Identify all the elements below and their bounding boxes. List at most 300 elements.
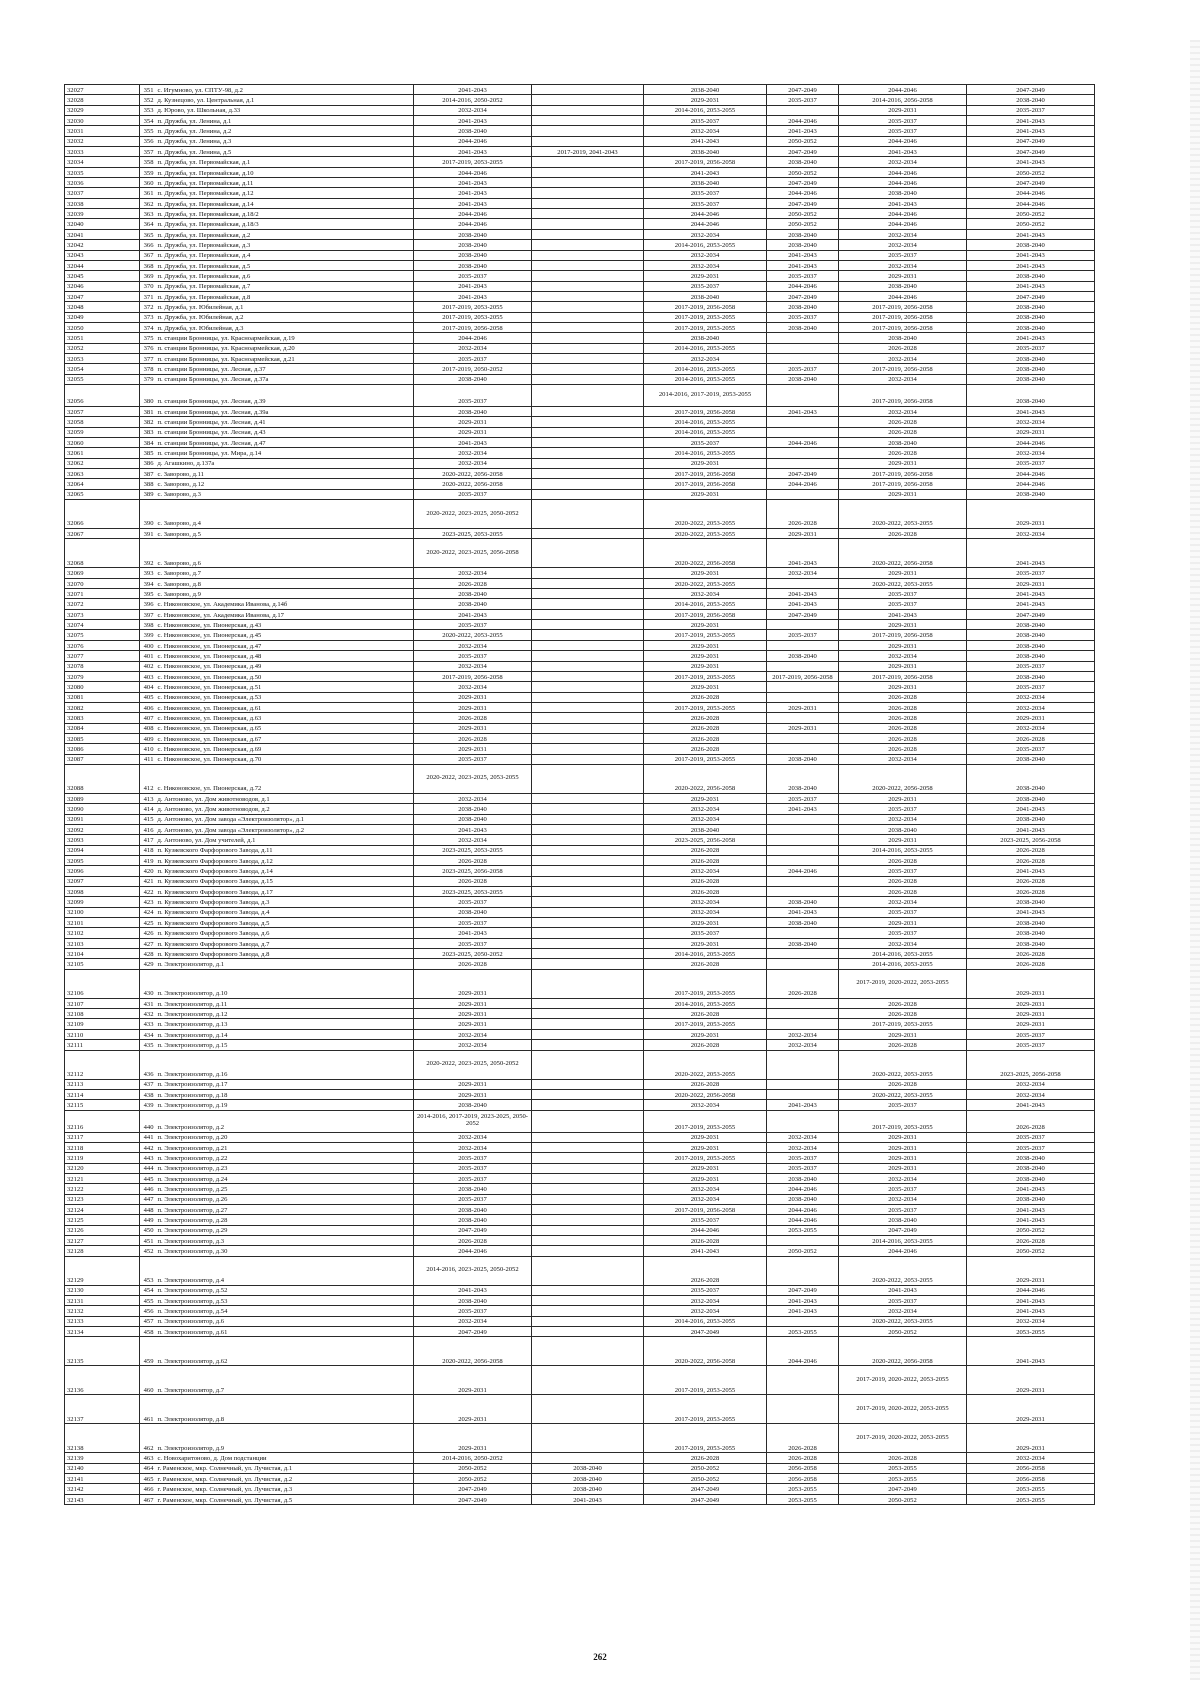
code-cell: 32037: [65, 188, 140, 198]
years-cell-5: 2029-2031: [839, 1142, 967, 1152]
years-cell-6: 2041-2043: [967, 1204, 1095, 1214]
years-cell-3: 2017-2019, 2053-2055: [644, 969, 767, 998]
years-cell-5: 2029-2031: [839, 489, 967, 499]
years-cell-6: 2038-2040: [967, 302, 1095, 312]
years-cell-6: 2038-2040: [967, 374, 1095, 384]
years-cell-3: 2026-2028: [644, 1079, 767, 1089]
years-cell-1: 2026-2028: [414, 733, 532, 743]
years-cell-1: 2029-2031: [414, 723, 532, 733]
years-cell-6: 2032-2034: [967, 417, 1095, 427]
years-cell-4: [767, 713, 839, 723]
years-cell-6: 2047-2049: [967, 85, 1095, 95]
years-cell-4: [767, 1256, 839, 1285]
years-cell-5: 2026-2028: [839, 448, 967, 458]
address-cell: п. Электроизолятор, д.9: [156, 1424, 414, 1453]
code-cell: 32090: [65, 804, 140, 814]
years-cell-3: 2038-2040: [644, 291, 767, 301]
years-cell-6: 2041-2043: [967, 260, 1095, 270]
years-cell-1: 2020-2022, 2056-2058: [414, 479, 532, 489]
address-cell: п. Дружба, ул. Первомайская, д.10: [156, 167, 414, 177]
table-row: [65, 599, 1095, 609]
years-cell-2: 2038-2040: [532, 1474, 644, 1484]
years-cell-4: 2032-2034: [767, 1040, 839, 1050]
table-row: [65, 1395, 1095, 1424]
years-cell-3: 2014-2016, 2053-2055: [644, 417, 767, 427]
years-cell-6: 2041-2043: [967, 1337, 1095, 1366]
code-cell: 32077: [65, 651, 140, 661]
number-cell: 442: [140, 1142, 156, 1152]
address-cell: с. Никоновское, ул. Пионерская, д.48: [156, 651, 414, 661]
table-row: [65, 229, 1095, 239]
table-row: [65, 907, 1095, 917]
years-cell-2: [532, 640, 644, 650]
years-cell-5: 2032-2034: [839, 374, 967, 384]
address-cell: п. станции Бронницы, ул. Лесная, д.47: [156, 438, 414, 448]
table-row: [65, 1225, 1095, 1235]
years-cell-1: 2026-2028: [414, 959, 532, 969]
code-cell: 32122: [65, 1184, 140, 1194]
years-cell-1: 2029-2031: [414, 1089, 532, 1099]
code-cell: 32056: [65, 384, 140, 406]
years-cell-4: 2038-2040: [767, 938, 839, 948]
years-cell-4: 2044-2046: [767, 866, 839, 876]
years-cell-1: 2050-2052: [414, 1463, 532, 1473]
years-cell-1: 2023-2025, 2056-2058: [414, 866, 532, 876]
years-cell-2: [532, 578, 644, 588]
code-cell: 32099: [65, 897, 140, 907]
years-cell-5: 2041-2043: [839, 147, 967, 157]
years-cell-4: [767, 998, 839, 1008]
years-cell-6: 2038-2040: [967, 312, 1095, 322]
years-cell-1: 2020-2022, 2023-2025, 2056-2058: [414, 539, 532, 568]
years-cell-4: [767, 876, 839, 886]
years-cell-6: 2029-2031: [967, 1424, 1095, 1453]
years-cell-4: 2047-2049: [767, 147, 839, 157]
years-cell-2: [532, 1337, 644, 1366]
years-cell-2: [532, 85, 644, 95]
number-cell: 453: [140, 1256, 156, 1285]
years-cell-6: 2035-2037: [967, 682, 1095, 692]
years-cell-2: [532, 907, 644, 917]
years-cell-1: 2026-2028: [414, 713, 532, 723]
address-cell: д. Антоново, ул. Дом завода «Электроизолятор», д.1: [156, 814, 414, 824]
address-cell: п. Дружба, ул. Юбилейная, д.3: [156, 322, 414, 332]
table-row: [65, 417, 1095, 427]
years-cell-6: 2038-2040: [967, 671, 1095, 681]
number-cell: 376: [140, 343, 156, 353]
years-cell-3: 2044-2046: [644, 209, 767, 219]
years-cell-5: 2038-2040: [839, 188, 967, 198]
code-cell: 32093: [65, 835, 140, 845]
code-cell: 32057: [65, 406, 140, 416]
years-cell-3: 2014-2016, 2053-2055: [644, 1316, 767, 1326]
years-cell-5: 2026-2028: [839, 998, 967, 1008]
table-row: [65, 692, 1095, 702]
years-cell-4: 2050-2052: [767, 136, 839, 146]
table-row: [65, 1153, 1095, 1163]
years-cell-1: 2047-2049: [414, 1225, 532, 1235]
years-cell-3: 2035-2037: [644, 116, 767, 126]
years-cell-1: 2020-2022, 2023-2025, 2053-2055: [414, 764, 532, 793]
code-cell: 32083: [65, 713, 140, 723]
code-cell: 32098: [65, 887, 140, 897]
number-cell: 401: [140, 651, 156, 661]
years-cell-6: 2038-2040: [967, 322, 1095, 332]
years-cell-4: [767, 887, 839, 897]
table-row: [65, 312, 1095, 322]
number-cell: 402: [140, 661, 156, 671]
table-row: [65, 804, 1095, 814]
years-cell-2: [532, 671, 644, 681]
years-cell-6: 2038-2040: [967, 918, 1095, 928]
table-row: [65, 578, 1095, 588]
number-cell: 461: [140, 1395, 156, 1424]
years-cell-5: 2032-2034: [839, 897, 967, 907]
address-cell: п. станции Бронницы, ул. Красноармейская, д.21: [156, 353, 414, 363]
number-cell: 406: [140, 702, 156, 712]
code-cell: 32039: [65, 209, 140, 219]
table-row: [65, 733, 1095, 743]
years-cell-5: 2026-2028: [839, 1040, 967, 1050]
years-cell-5: 2026-2028: [839, 733, 967, 743]
years-cell-1: 2035-2037: [414, 651, 532, 661]
number-cell: 412: [140, 764, 156, 793]
years-cell-5: 2047-2049: [839, 1225, 967, 1235]
code-cell: 32027: [65, 85, 140, 95]
table-row: [65, 1424, 1095, 1453]
years-cell-3: 2017-2019, 2056-2058: [644, 1204, 767, 1214]
years-cell-2: [532, 271, 644, 281]
address-cell: п. станции Бронницы, ул. Красноармейская, д.19: [156, 333, 414, 343]
code-cell: 32089: [65, 793, 140, 803]
years-cell-5: 2032-2034: [839, 651, 967, 661]
years-cell-5: 2044-2046: [839, 136, 967, 146]
years-cell-4: 2026-2028: [767, 1453, 839, 1463]
years-cell-3: 2026-2028: [644, 1235, 767, 1245]
years-cell-3: 2017-2019, 2056-2058: [644, 479, 767, 489]
years-cell-5: 2044-2046: [839, 219, 967, 229]
years-cell-6: 2026-2028: [967, 845, 1095, 855]
years-cell-3: 2029-2031: [644, 95, 767, 105]
address-cell: п. станции Бронницы, ул. Лесная, д.41: [156, 417, 414, 427]
years-cell-6: 2047-2049: [967, 178, 1095, 188]
address-cell: с. Заворово, д.6: [156, 539, 414, 568]
table-row: [65, 824, 1095, 834]
table-row: [65, 1215, 1095, 1225]
table-row: [65, 1235, 1095, 1245]
years-cell-3: 2035-2037: [644, 1215, 767, 1225]
years-cell-6: 2044-2046: [967, 479, 1095, 489]
number-cell: 392: [140, 539, 156, 568]
years-cell-4: [767, 640, 839, 650]
years-cell-5: 2017-2019, 2020-2022, 2053-2055: [839, 1424, 967, 1453]
years-cell-1: 2032-2034: [414, 1029, 532, 1039]
years-cell-6: 2029-2031: [967, 998, 1095, 1008]
years-cell-4: [767, 856, 839, 866]
years-cell-4: 2035-2037: [767, 95, 839, 105]
years-cell-5: 2029-2031: [839, 793, 967, 803]
years-cell-3: 2020-2022, 2053-2055: [644, 529, 767, 539]
years-cell-1: 2041-2043: [414, 178, 532, 188]
years-cell-1: 2050-2052: [414, 1474, 532, 1484]
years-cell-2: [532, 343, 644, 353]
address-cell: п. Дружба, ул. Первомайская, д.2: [156, 229, 414, 239]
years-cell-4: 2038-2040: [767, 229, 839, 239]
years-cell-3: 2032-2034: [644, 907, 767, 917]
years-cell-6: 2056-2058: [967, 1463, 1095, 1473]
number-cell: 436: [140, 1050, 156, 1079]
years-cell-5: 2026-2028: [839, 692, 967, 702]
years-cell-6: 2035-2037: [967, 568, 1095, 578]
years-cell-3: 2017-2019, 2053-2055: [644, 322, 767, 332]
years-cell-5: 2029-2031: [839, 1163, 967, 1173]
table-row: [65, 364, 1095, 374]
years-cell-5: 2044-2046: [839, 1246, 967, 1256]
years-cell-1: 2029-2031: [414, 998, 532, 1008]
years-cell-1: 2017-2019, 2053-2055: [414, 157, 532, 167]
address-cell: д. Антоново, ул. Дом учителей, д.1: [156, 835, 414, 845]
table-row: [65, 620, 1095, 630]
years-cell-2: [532, 353, 644, 363]
number-cell: 428: [140, 949, 156, 959]
years-cell-4: 2032-2034: [767, 1142, 839, 1152]
number-cell: 362: [140, 198, 156, 208]
years-cell-2: [532, 198, 644, 208]
years-cell-2: [532, 723, 644, 733]
years-cell-6: 2044-2046: [967, 438, 1095, 448]
years-cell-6: 2038-2040: [967, 1163, 1095, 1173]
years-cell-6: 2026-2028: [967, 959, 1095, 969]
number-cell: 434: [140, 1029, 156, 1039]
years-cell-5: 2017-2019, 2020-2022, 2053-2055: [839, 969, 967, 998]
years-cell-3: 2038-2040: [644, 824, 767, 834]
years-cell-1: 2038-2040: [414, 804, 532, 814]
years-cell-3: 2035-2037: [644, 188, 767, 198]
address-cell: п. Электроизолятор, д.23: [156, 1163, 414, 1173]
code-cell: 32034: [65, 157, 140, 167]
number-cell: 440: [140, 1110, 156, 1132]
years-cell-2: [532, 157, 644, 167]
address-cell: д. Антоново, ул. Дом завода «Электроизолятор», д.2: [156, 824, 414, 834]
table-row: [65, 438, 1095, 448]
table-row: [65, 147, 1095, 157]
years-cell-5: 2020-2022, 2053-2055: [839, 1316, 967, 1326]
years-cell-3: 2014-2016, 2053-2055: [644, 949, 767, 959]
table-row: [65, 333, 1095, 343]
years-cell-2: [532, 1040, 644, 1050]
address-cell: п. Электроизолятор, д.26: [156, 1194, 414, 1204]
number-cell: 383: [140, 427, 156, 437]
years-cell-5: 2035-2037: [839, 126, 967, 136]
years-cell-4: [767, 489, 839, 499]
code-cell: 32082: [65, 702, 140, 712]
years-cell-6: 2047-2049: [967, 291, 1095, 301]
number-cell: 363: [140, 209, 156, 219]
address-cell: п. станции Бронницы, ул. Лесная, д.39: [156, 384, 414, 406]
table-row: [65, 682, 1095, 692]
table-row: [65, 136, 1095, 146]
years-cell-5: 2035-2037: [839, 804, 967, 814]
address-cell: п. Кузяевского Фарфорового Завода, д.17: [156, 887, 414, 897]
years-cell-3: 2026-2028: [644, 1009, 767, 1019]
number-cell: 370: [140, 281, 156, 291]
table-row: [65, 702, 1095, 712]
years-cell-4: 2026-2028: [767, 969, 839, 998]
years-cell-1: 2044-2046: [414, 333, 532, 343]
years-cell-4: [767, 620, 839, 630]
years-cell-3: 2020-2022, 2056-2058: [644, 1337, 767, 1366]
years-cell-1: 2029-2031: [414, 969, 532, 998]
number-cell: 444: [140, 1163, 156, 1173]
years-cell-1: 2038-2040: [414, 599, 532, 609]
number-cell: 353: [140, 105, 156, 115]
table-row: [65, 374, 1095, 384]
years-cell-2: [532, 1050, 644, 1079]
table-row: [65, 271, 1095, 281]
number-cell: 375: [140, 333, 156, 343]
years-cell-4: 2044-2046: [767, 1215, 839, 1225]
years-cell-1: 2038-2040: [414, 374, 532, 384]
table-row: [65, 427, 1095, 437]
table-row: [65, 998, 1095, 1008]
years-cell-1: 2029-2031: [414, 1424, 532, 1453]
years-cell-4: 2050-2052: [767, 167, 839, 177]
years-cell-5: 2035-2037: [839, 1204, 967, 1214]
years-cell-1: 2038-2040: [414, 240, 532, 250]
table-row: [65, 302, 1095, 312]
code-cell: 32081: [65, 692, 140, 702]
code-cell: 32035: [65, 167, 140, 177]
years-cell-3: 2035-2037: [644, 198, 767, 208]
years-cell-1: 2026-2028: [414, 1235, 532, 1245]
years-cell-2: [532, 136, 644, 146]
number-cell: 448: [140, 1204, 156, 1214]
years-cell-3: 2035-2037: [644, 281, 767, 291]
years-cell-3: 2026-2028: [644, 876, 767, 886]
number-cell: 449: [140, 1215, 156, 1225]
address-cell: д. Антоново, ул. Дом животноводов, д.2: [156, 804, 414, 814]
address-cell: п. Дружба, ул. Первомайская, д.11: [156, 178, 414, 188]
years-cell-5: 2035-2037: [839, 599, 967, 609]
years-cell-1: 2014-2016, 2050-2052: [414, 1453, 532, 1463]
code-cell: 32066: [65, 500, 140, 529]
years-cell-3: 2020-2022, 2053-2055: [644, 578, 767, 588]
years-cell-6: 2050-2052: [967, 1246, 1095, 1256]
number-cell: 374: [140, 322, 156, 332]
address-cell: п. Электроизолятор, д.16: [156, 1050, 414, 1079]
number-cell: 380: [140, 384, 156, 406]
years-cell-5: 2035-2037: [839, 1100, 967, 1110]
scan-edge-artifact: [1190, 40, 1200, 1680]
code-cell: 32129: [65, 1256, 140, 1285]
years-cell-4: [767, 448, 839, 458]
years-cell-3: 2038-2040: [644, 178, 767, 188]
years-cell-1: 2041-2043: [414, 438, 532, 448]
years-cell-1: 2044-2046: [414, 167, 532, 177]
address-cell: с. Новохаритоново, д. Дом подстанции: [156, 1453, 414, 1463]
number-cell: 364: [140, 219, 156, 229]
years-cell-4: [767, 682, 839, 692]
code-cell: 32075: [65, 630, 140, 640]
years-cell-3: 2020-2022, 2056-2058: [644, 764, 767, 793]
table-row: [65, 1163, 1095, 1173]
years-cell-6: 2038-2040: [967, 1173, 1095, 1183]
address-cell: с. Никоновское, ул. Пионерская, д.72: [156, 764, 414, 793]
table-row: [65, 469, 1095, 479]
years-cell-2: [532, 651, 644, 661]
years-cell-1: 2047-2049: [414, 1494, 532, 1504]
address-cell: п. Электроизолятор, д.53: [156, 1296, 414, 1306]
years-cell-1: 2038-2040: [414, 907, 532, 917]
years-cell-2: [532, 938, 644, 948]
years-cell-6: 2038-2040: [967, 630, 1095, 640]
years-cell-3: 2044-2046: [644, 219, 767, 229]
number-cell: 423: [140, 897, 156, 907]
table-row: [65, 713, 1095, 723]
code-cell: 32065: [65, 489, 140, 499]
years-cell-5: 2017-2019, 2056-2058: [839, 630, 967, 640]
years-cell-6: 2038-2040: [967, 384, 1095, 406]
number-cell: 386: [140, 458, 156, 468]
years-cell-2: [532, 167, 644, 177]
years-cell-3: 2029-2031: [644, 271, 767, 281]
years-cell-5: 2020-2022, 2053-2055: [839, 500, 967, 529]
years-cell-4: 2041-2043: [767, 126, 839, 136]
code-cell: 32054: [65, 364, 140, 374]
years-cell-5: 2029-2031: [839, 682, 967, 692]
years-cell-5: 2035-2037: [839, 250, 967, 260]
years-cell-3: 2032-2034: [644, 1306, 767, 1316]
code-cell: 32038: [65, 198, 140, 208]
code-cell: 32102: [65, 928, 140, 938]
years-cell-3: 2014-2016, 2053-2055: [644, 448, 767, 458]
address-cell: д. Юрово, ул. Школьная, д.33: [156, 105, 414, 115]
years-cell-6: 2029-2031: [967, 427, 1095, 437]
years-cell-5: 2029-2031: [839, 271, 967, 281]
address-cell: п. Кузяевского Фарфорового Завода, д.15: [156, 876, 414, 886]
years-cell-4: 2050-2052: [767, 209, 839, 219]
number-cell: 395: [140, 589, 156, 599]
years-cell-1: 2041-2043: [414, 928, 532, 938]
years-cell-3: 2029-2031: [644, 793, 767, 803]
code-cell: 32120: [65, 1163, 140, 1173]
years-cell-3: 2017-2019, 2053-2055: [644, 630, 767, 640]
years-cell-5: 2029-2031: [839, 918, 967, 928]
years-cell-6: 2041-2043: [967, 157, 1095, 167]
address-cell: с. Никоновское, ул. Пионерская, д.47: [156, 640, 414, 650]
number-cell: 381: [140, 406, 156, 416]
years-cell-3: 2029-2031: [644, 682, 767, 692]
number-cell: 410: [140, 744, 156, 754]
number-cell: 358: [140, 157, 156, 167]
years-cell-1: 2038-2040: [414, 1296, 532, 1306]
years-cell-4: 2053-2055: [767, 1494, 839, 1504]
years-cell-6: 2044-2046: [967, 188, 1095, 198]
code-cell: 32059: [65, 427, 140, 437]
years-cell-5: 2038-2040: [839, 281, 967, 291]
number-cell: 462: [140, 1424, 156, 1453]
years-cell-1: 2041-2043: [414, 116, 532, 126]
table-row: [65, 322, 1095, 332]
years-cell-3: 2020-2022, 2056-2058: [644, 539, 767, 568]
years-cell-4: 2038-2040: [767, 240, 839, 250]
code-cell: 32073: [65, 609, 140, 619]
address-cell: п. Электроизолятор, д.54: [156, 1306, 414, 1316]
years-cell-1: 2029-2031: [414, 1366, 532, 1395]
table-row: [65, 609, 1095, 619]
address-cell: п. Электроизолятор, д.25: [156, 1184, 414, 1194]
years-cell-3: 2029-2031: [644, 489, 767, 499]
